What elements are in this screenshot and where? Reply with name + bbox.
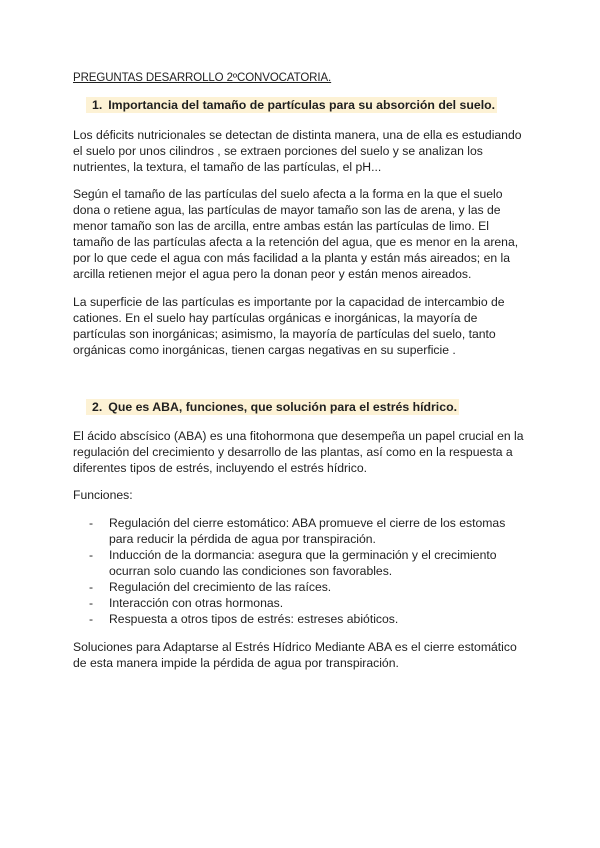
dash-bullet: - (89, 612, 94, 626)
text-line: Respuesta a otros tipos de estrés: estreses abióticos. (109, 612, 399, 626)
text-line: diferentes tipos de estrés, incluyendo el estrés hídrico. (73, 461, 368, 475)
text-line: regulación del crecimiento y desarrollo de las plantas, así como en la respuesta a (73, 445, 513, 459)
text-line: Según el tamaño de las partículas del suelo afecta a la forma en la que el suelo (73, 187, 503, 201)
section-2-heading (86, 399, 459, 415)
text-line: menor tamaño son las de arcilla, entre ambas están las partículas de limo. El (73, 219, 489, 233)
text-line: nutrientes, la textura, el tamaño de las partículas, el pH... (73, 160, 382, 174)
text-line: Inducción de la dormancia: asegura que la germinación y el crecimiento (109, 548, 497, 562)
dash-bullet: - (89, 516, 94, 530)
section-1-number: 1. (92, 98, 103, 112)
text-line: Interacción con otras hormonas. (109, 596, 284, 610)
list-item (73, 611, 543, 627)
section-1-paragraph-3 (73, 294, 533, 358)
list-item (73, 595, 543, 611)
text-line: arcilla retienen mejor el agua pero la donan peor y están menos aireados. (73, 267, 472, 281)
text-line: Los déficits nutricionales se detectan de distinta manera, una de ella es estudiando (73, 128, 522, 142)
list-item (73, 579, 543, 595)
text-line: partículas son inorgánicas; asimismo, la mayoría de partículas del suelo, tanto (73, 327, 496, 341)
text-line: el suelo por unos cilindros , se extraen porciones del suelo y se analizan los (73, 144, 483, 158)
text-line: La superficie de las partículas es importante por la capacidad de intercambio de (73, 295, 505, 309)
section-2-heading-text: Que es ABA, funciones, que solución para el estrés hídrico. (108, 400, 457, 414)
dash-bullet: - (89, 548, 94, 562)
text-line: Regulación del crecimiento de las raíces. (109, 580, 332, 594)
text-line: Soluciones para Adaptarse al Estrés Hídrico Mediante ABA es el cierre estomático (73, 640, 517, 654)
text-line: por lo que cede el agua con más facilidad a la planta y están más aireados; en la (73, 251, 510, 265)
section-1-heading-text: Importancia del tamaño de partículas para su absorción del suelo. (108, 98, 496, 112)
section-2-number: 2. (92, 400, 103, 414)
funciones-label: Funciones: (73, 488, 133, 502)
text-line: Regulación del cierre estomático: ABA promueve el cierre de los estomas (109, 516, 506, 530)
section-2-intro (73, 428, 533, 476)
list-item (73, 515, 543, 547)
text-line: cationes. En el suelo hay partículas orgánicas e inorgánicas, la mayoría de (73, 311, 478, 325)
text-line: El ácido abscísico (ABA) es una fitohormona que desempeña un papel crucial en la (73, 429, 524, 443)
list-item (73, 547, 543, 579)
text-line: tamaño de las partículas afecta a la retención del agua, que es menor en la arena, (73, 235, 519, 249)
dash-bullet: - (89, 596, 94, 610)
text-line: dona o retiene agua, las partículas de mayor tamaño son las de arena, y las de (73, 203, 501, 217)
soluciones-paragraph (73, 639, 533, 671)
dash-bullet: - (89, 580, 94, 594)
section-1-heading (86, 97, 497, 113)
section-1-paragraph-2 (73, 186, 533, 282)
document-title: PREGUNTAS DESARROLLO 2ºCONVOCATORIA. (73, 72, 332, 84)
text-line: orgánicas como inorgánicas, tienen cargas negativas en su superficie . (73, 343, 456, 357)
text-line: para reducir la pérdida de agua por transpiración. (109, 532, 376, 546)
section-1-paragraph-1 (73, 127, 533, 175)
funciones-list (73, 515, 543, 627)
text-line: de esta manera impide la pérdida de agua por transpiración. (73, 656, 399, 670)
text-line: ocurran solo cuando las condiciones son favorables. (109, 564, 393, 578)
